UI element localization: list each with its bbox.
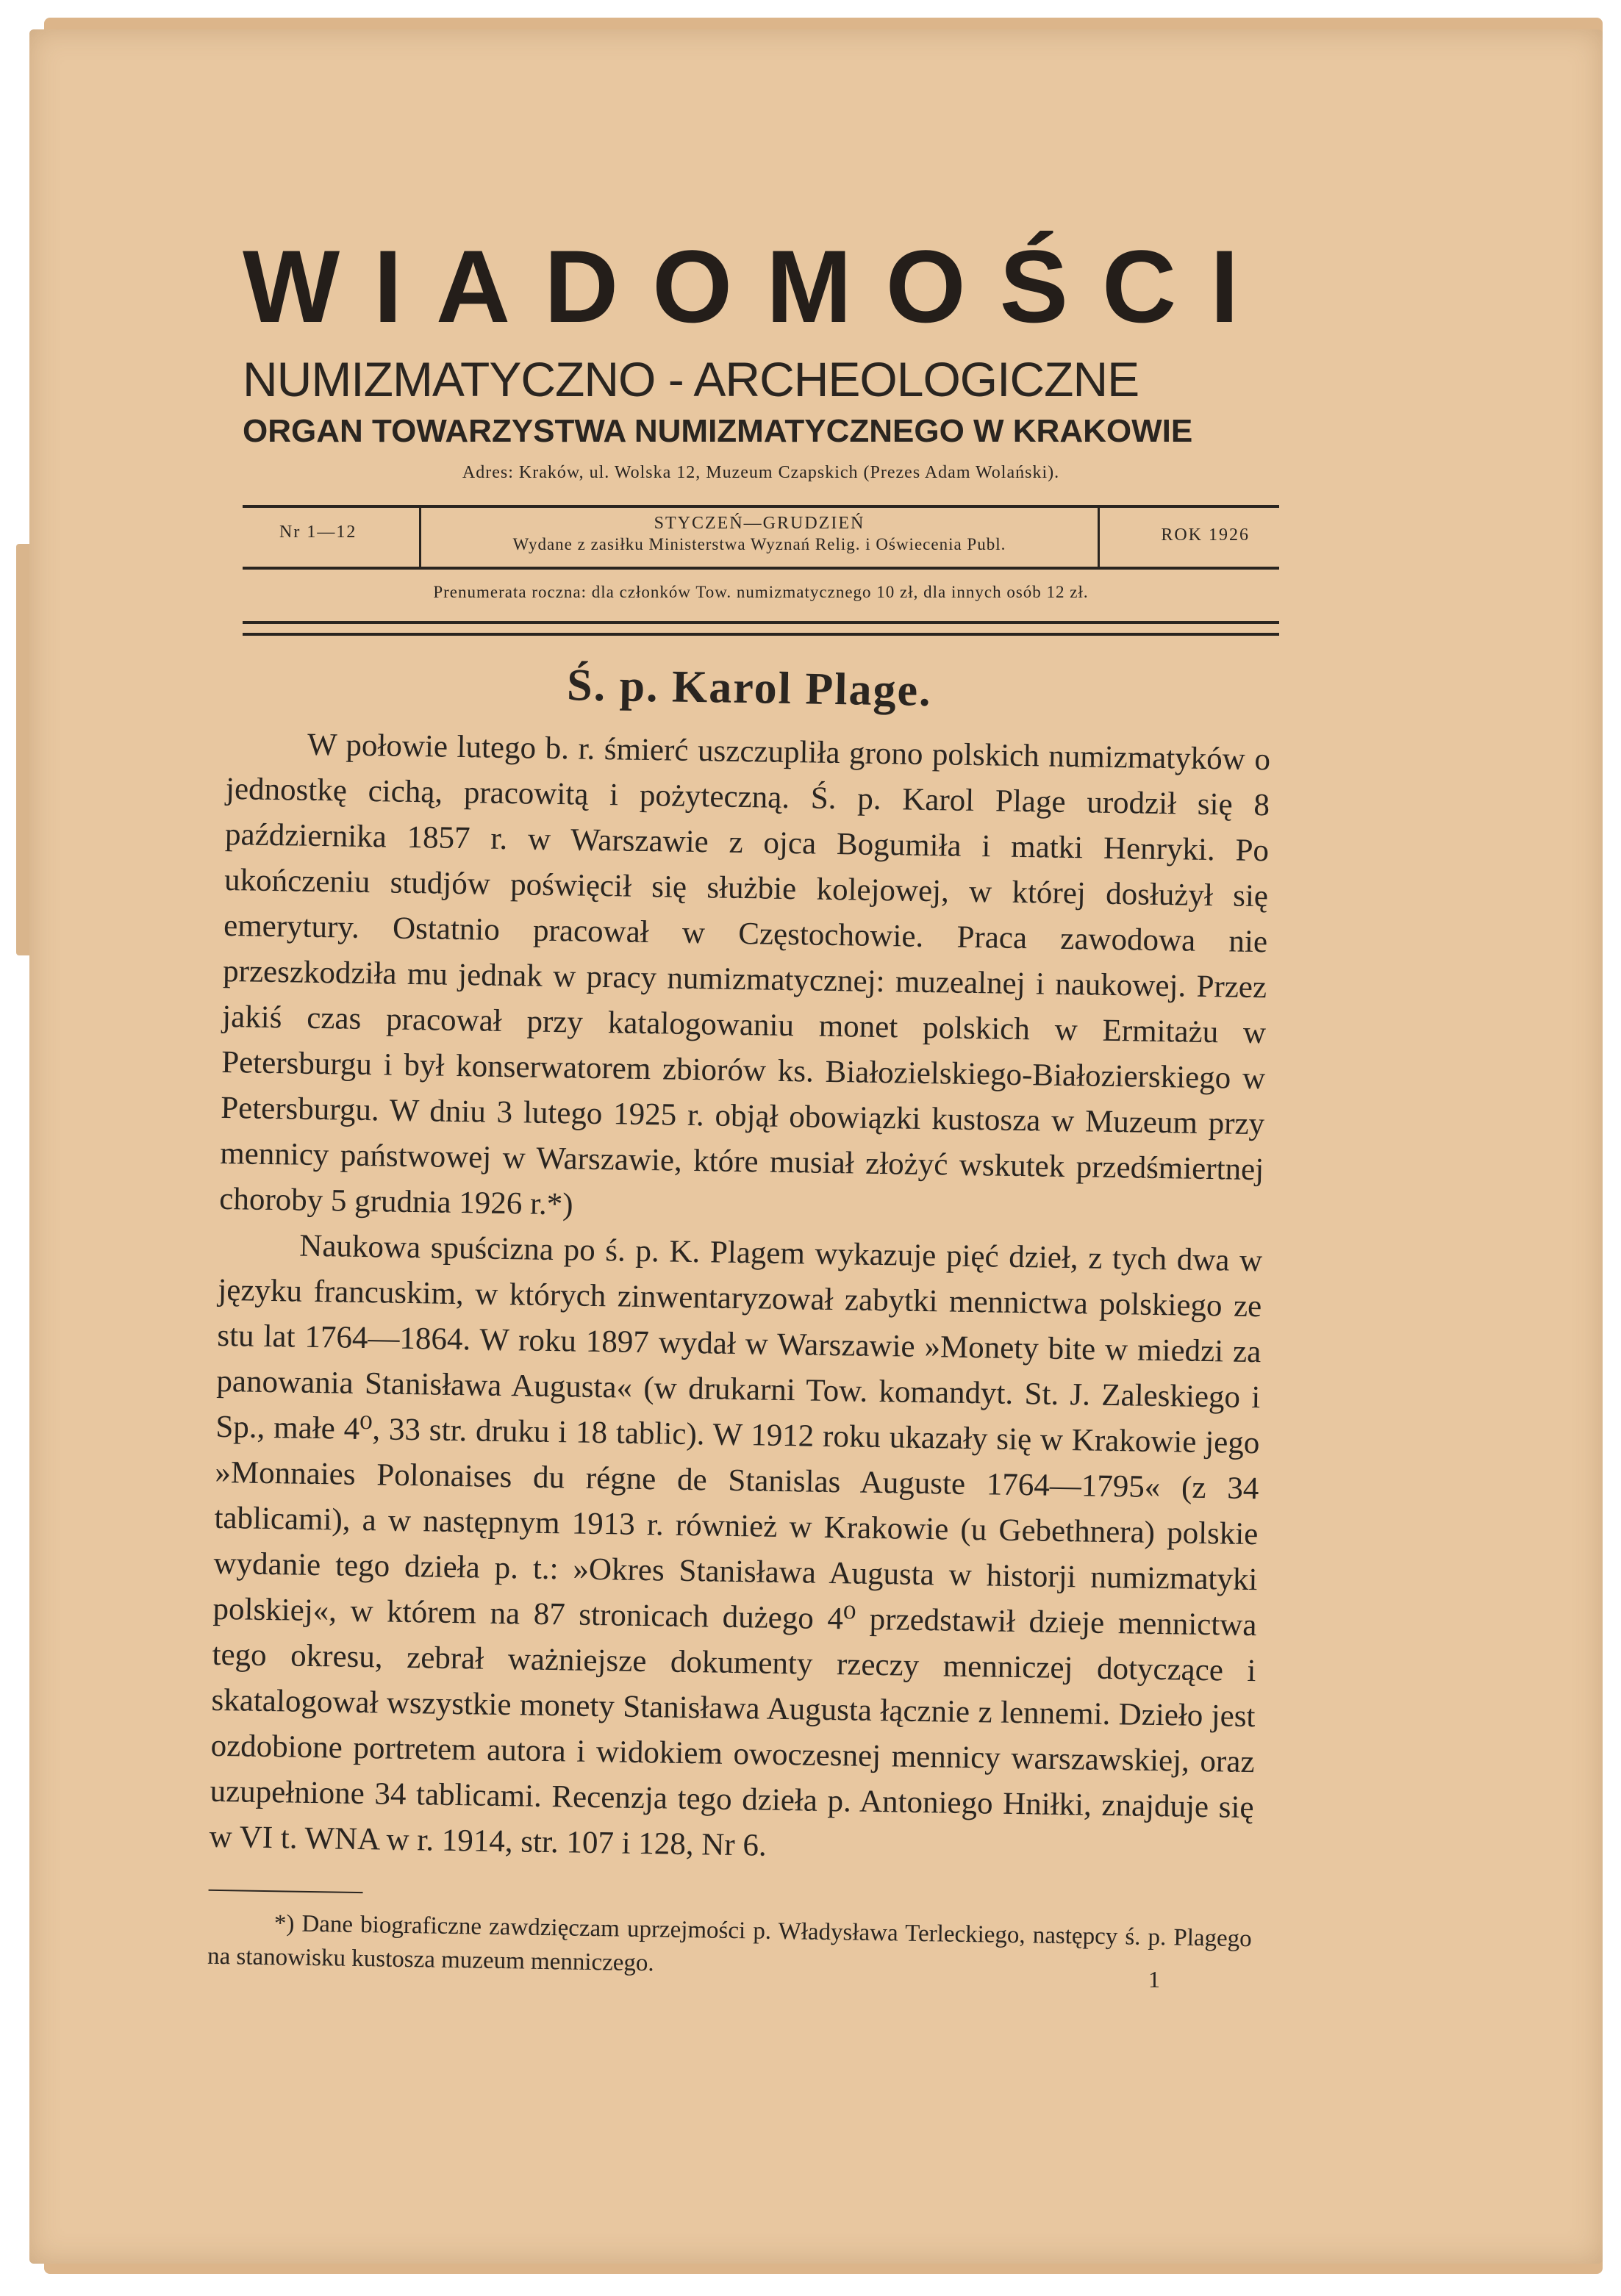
issue-months: STYCZEŃ—GRUDZIEŃ (654, 514, 865, 533)
article-paragraph: Naukowa spuścizna po ś. p. K. Plagem wykazuje pięć dzieł, z tych dwa w języku francuskim, w których zinwentaryzował zabytki mennictwa polskiego ze stu lat 1764—1864. W roku 1897 wydał w Warszawie »Monety bite w miedzi za panowania Stanisława Augusta« (w drukarni Tow. komandyt. St. J. Zaleskiego i Sp., małe 4⁰, 33 str. druku i 18 tablic). W 1912 roku ukazały się w Krakowie jego »Monnaies Polonaises du régne de Stanislas Auguste 1764—1795« (z 34 tablicami), a w następnym 1913 r. również w Krakowie (u Gebethnera) polskie wydanie tego dzieła p. t.: »Okres Stanisława Augusta w historji numizmatyki polskiej«, w którem na 87 stronicach dużego 4⁰ przedstawił dzieje mennictwa tego okresu, zebrał ważniejsze dokumenty rzeczy menniczej dotyczące i skatalogował wszystkie monety Stanisława Augusta łącznie z lennemi. Dzieło jest ozdobione portretem autora i widokiem owoczesnej mennicy warszawskiej, oraz uzupełnione 34 tablicami. Recenzja tego dzieła p. Antoniego Hniłki, znajduje się w VI t. WNA w r. 1914, str. 107 i 128, Nr 6. (209, 1228, 1263, 1863)
article-paragraph: W połowie lutego b. r. śmierć uszczupliła grono polskich numizmatyków o jednostkę cichą, pracowitą i pożyteczną. Ś. p. Karol Plage urodził się 8 października 1857 r. w Warszawie z ojca Bogumiła i matki Henryki. Po ukończeniu studjów poświęcił się służbie kolejowej, w której dosłużył się emerytury. Ostatnio pracował w Częstochowie. Praca zawodowa nie przeszkodziła mu jednak w pracy numizmatycznej: muzealnej i naukowej. Przez jakiś czas pracował przy katalogowaniu monet polskich w Ermitażu w Petersburgu i był konserwatorem zbiorów ks. Białozielskiego-Białozierskiego w Petersburgu. W dniu 3 lutego 1925 r. objął obowiązki kustosza w Muzeum przy mennicy państwowej w Warszawie, które musiał złożyć wskutek przedśmiertnej choroby 5 grudnia 1926 r.*) (218, 727, 1271, 1222)
publisher-note: Wydane z zasiłku Ministerstwa Wyznań Relig. i Oświecenia Publ. (512, 535, 1006, 553)
double-rule-divider (243, 621, 1279, 636)
journal-organ-line: ORGAN TOWARZYSTWA NUMIZMATYCZNEGO W KRAKOWIE (243, 413, 1193, 449)
footnote-rule (209, 1890, 363, 1893)
issue-year: ROK 1926 (1161, 525, 1250, 545)
article (207, 654, 1272, 1990)
journal-title: WIADOMOŚCI (243, 229, 1273, 344)
issue-number: Nr 1—12 (279, 523, 357, 542)
address-line: Adres: Kraków, ul. Wolska 12, Muzeum Czapskich (Prezes Adam Wolański). (462, 463, 1060, 482)
article-title: Ś. p. Karol Plage. (566, 660, 933, 717)
footnote: *) Dane biograficzne zawdzięczam uprzejmości p. Władysława Terleckiego, następcy ś. p. Plagego na stanowisku kustosza muzeum menniczego. (207, 1910, 1252, 1977)
journal-subtitle: NUMIZMATYCZNO - ARCHEOLOGICZNE (243, 352, 1139, 406)
issue-info-row (243, 505, 1279, 570)
page-number: 1 (1148, 1966, 1160, 1992)
masthead (243, 229, 1279, 636)
subscription-line: Prenumerata roczna: dla członków Tow. numizmatycznego 10 zł, dla innych osób 12 zł. (433, 583, 1089, 601)
issue-period-box (419, 508, 1100, 567)
